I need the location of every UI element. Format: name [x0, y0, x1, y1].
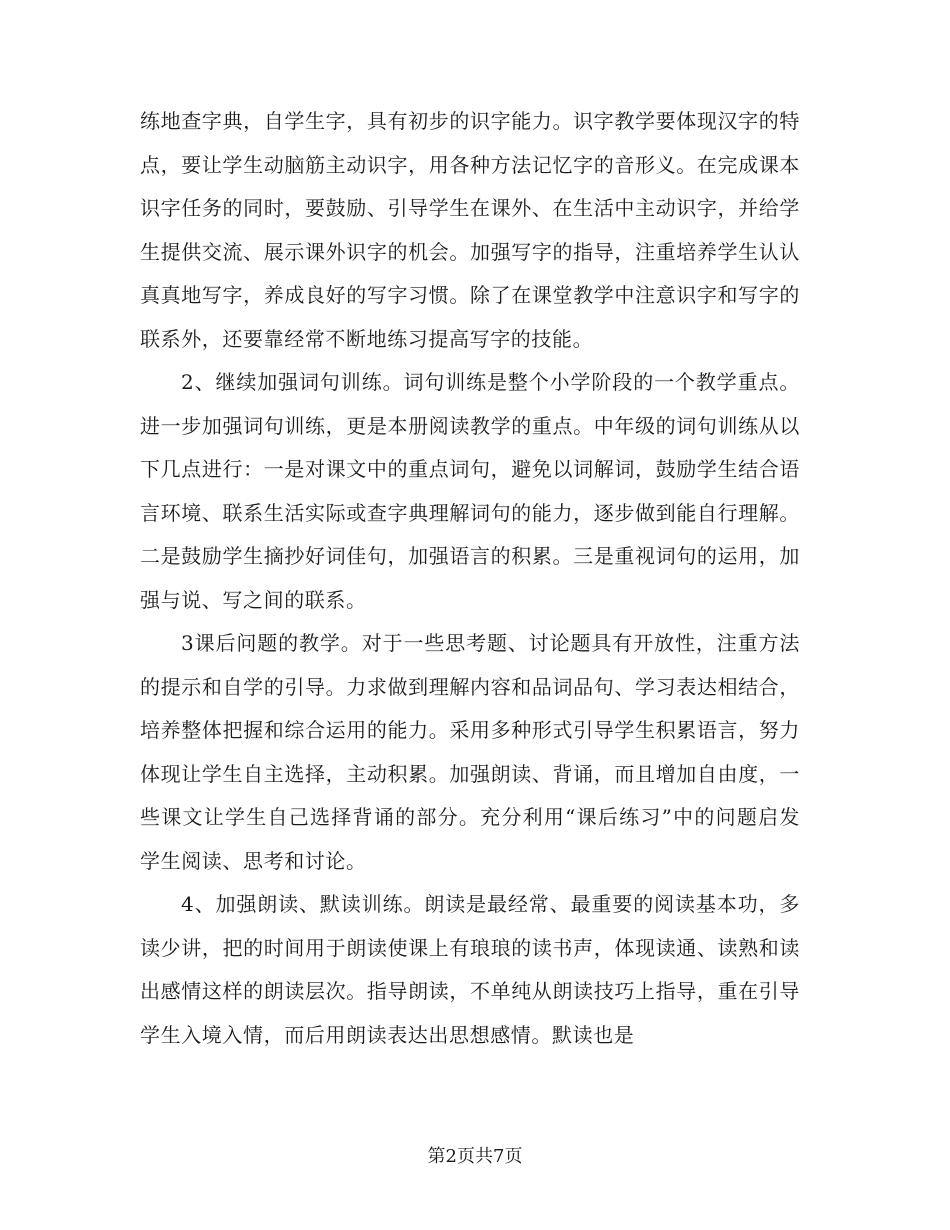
paragraph-word-sentence-training: 2、继续加强词句训练。词句训练是整个小学阶段的一个教学重点。进一步加强词句训练，更是本册阅读教学的重点。中年级的词句训练从以下几点进行：一是对课文中的重点词句，避免以词解词，鼓励学生结合语言环境、联系生活实际或查字典理解词句的能力，逐步做到能自行理解。二是鼓励学生摘抄好词佳句，加强语言的积累。三是重视词句的运用，加强与说、写之间的联系。	[140, 370, 800, 612]
document-body	[140, 100, 800, 1057]
paragraph-after-class-questions: 3课后问题的教学。对于一些思考题、讨论题具有开放性，注重方法的提示和自学的引导。力求做到理解内容和品词品句、学习表达相结合，培养整体把握和综合运用的能力。采用多种形式引导学生积累语言，努力体现让学生自主选择，主动积累。加强朗读、背诵，而且增加自由度，一些课文让学生自己选择背诵的部分。充分利用“课后练习”中的问题启发学生阅读、思考和讨论。	[140, 631, 800, 873]
paragraph-reading-training: 4、加强朗读、默读训练。朗读是最经常、最重要的阅读基本功，多读少讲，把的时间用于朗读使课上有琅琅的读书声，体现读通、读熟和读出感情这样的朗读层次。指导朗读，不单纯从朗读技巧上指导，重在引导学生入境入情，而后用朗读表达出思想感情。默读也是	[140, 892, 800, 1047]
paragraph-continued: 练地查字典，自学生字，具有初步的识字能力。识字教学要体现汉字的特点，要让学生动脑筋主动识字，用各种方法记忆字的音形义。在完成课本识字任务的同时，要鼓励、引导学生在课外、在生活中主动识字，并给学生提供交流、展示课外识字的机会。加强写字的指导，注重培养学生认认真真地写字，养成良好的写字习惯。除了在课堂教学中注意识字和写字的联系外，还要靠经常不断地练习提高写字的技能。	[140, 109, 800, 351]
page-number-footer: 第2页共7页	[427, 1146, 523, 1167]
